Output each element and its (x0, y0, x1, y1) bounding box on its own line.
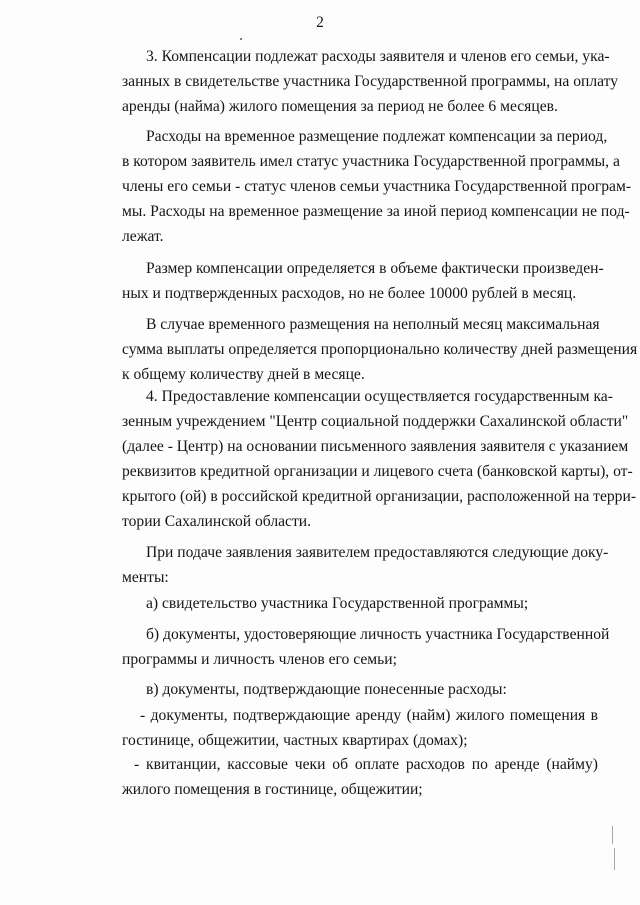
text-line: - квитанции, кассовые чеки об оплате расходов по аренде (найму) (134, 756, 598, 773)
text-line: тории Сахалинской области. (122, 513, 312, 530)
page-number: 2 (316, 14, 324, 31)
text-line: менты: (122, 569, 169, 586)
text-line: гостинице, общежитии, частных квартирах (домах); (122, 732, 468, 749)
text-line: мы. Расходы на временное размещение за иной период компенсации не под- (122, 203, 630, 220)
paragraph-item-3 (122, 44, 619, 119)
scan-artifact (240, 38, 242, 40)
paragraph-documents-intro (122, 540, 609, 590)
list-item-a (122, 591, 598, 616)
text-line: программы и личность членов его семьи; (122, 651, 397, 668)
list-item-c (122, 677, 598, 702)
paragraph-item-4 (122, 384, 637, 534)
list-subitem-receipts (122, 752, 598, 802)
text-line: лежат. (122, 228, 164, 245)
text-line: 4. Предоставление компенсации осуществляется государственным ка- (146, 388, 613, 405)
text-line: а) свидетельство участника Государственной программы; (146, 595, 529, 612)
scan-artifact (612, 826, 613, 844)
text-line: в) документы, подтверждающие понесенные расходы: (146, 681, 507, 698)
scan-artifact (614, 848, 615, 870)
text-line: При подаче заявления заявителем предоставляются следующие доку- (146, 544, 609, 561)
paragraph-temporary-placement (122, 124, 632, 249)
text-line: В случае временного размещения на неполный месяц максимальная (146, 316, 600, 333)
text-line: члены его семьи - статус членов семьи участника Государственной програм- (122, 178, 632, 195)
list-item-b (122, 622, 610, 672)
paragraph-partial-month (122, 312, 638, 387)
text-line: занных в свидетельстве участника Государственной программы, на оплату (122, 73, 619, 90)
text-line: зенным учреждением "Центр социальной поддержки Сахалинской области" (122, 413, 629, 430)
text-line: к общему количеству дней в месяце. (122, 366, 365, 383)
text-line: жилого помещения в гостинице, общежитии; (122, 781, 423, 798)
text-line: в котором заявитель имел статус участника Государственной программы, а (122, 153, 620, 170)
text-line: Расходы на временное размещение подлежат компенсации за период, (146, 128, 608, 145)
text-line: 3. Компенсации подлежат расходы заявителя и членов его семьи, ука- (146, 48, 610, 65)
paragraph-compensation-size (122, 256, 604, 306)
list-subitem-rental-documents (122, 703, 598, 753)
text-line: ных и подтвержденных расходов, но не более 10000 рублей в месяц. (122, 285, 577, 302)
text-line: (далее - Центр) на основании письменного заявления заявителя с указанием (122, 438, 629, 455)
text-line: - документы, подтверждающие аренду (найм) жилого помещения в (140, 707, 598, 724)
text-line: реквизитов кредитной организации и лицевого счета (банковской карты), от- (122, 463, 633, 480)
text-line: Размер компенсации определяется в объеме фактически произведен- (146, 260, 604, 277)
text-line: крытого (ой) в российской кредитной организации, расположенной на терри- (122, 488, 637, 505)
text-line: б) документы, удостоверяющие личность участника Государственной (146, 626, 610, 643)
text-line: сумма выплаты определяется пропорционально количеству дней размещения (122, 341, 638, 358)
text-line: аренды (найма) жилого помещения за период не более 6 месяцев. (122, 98, 558, 115)
